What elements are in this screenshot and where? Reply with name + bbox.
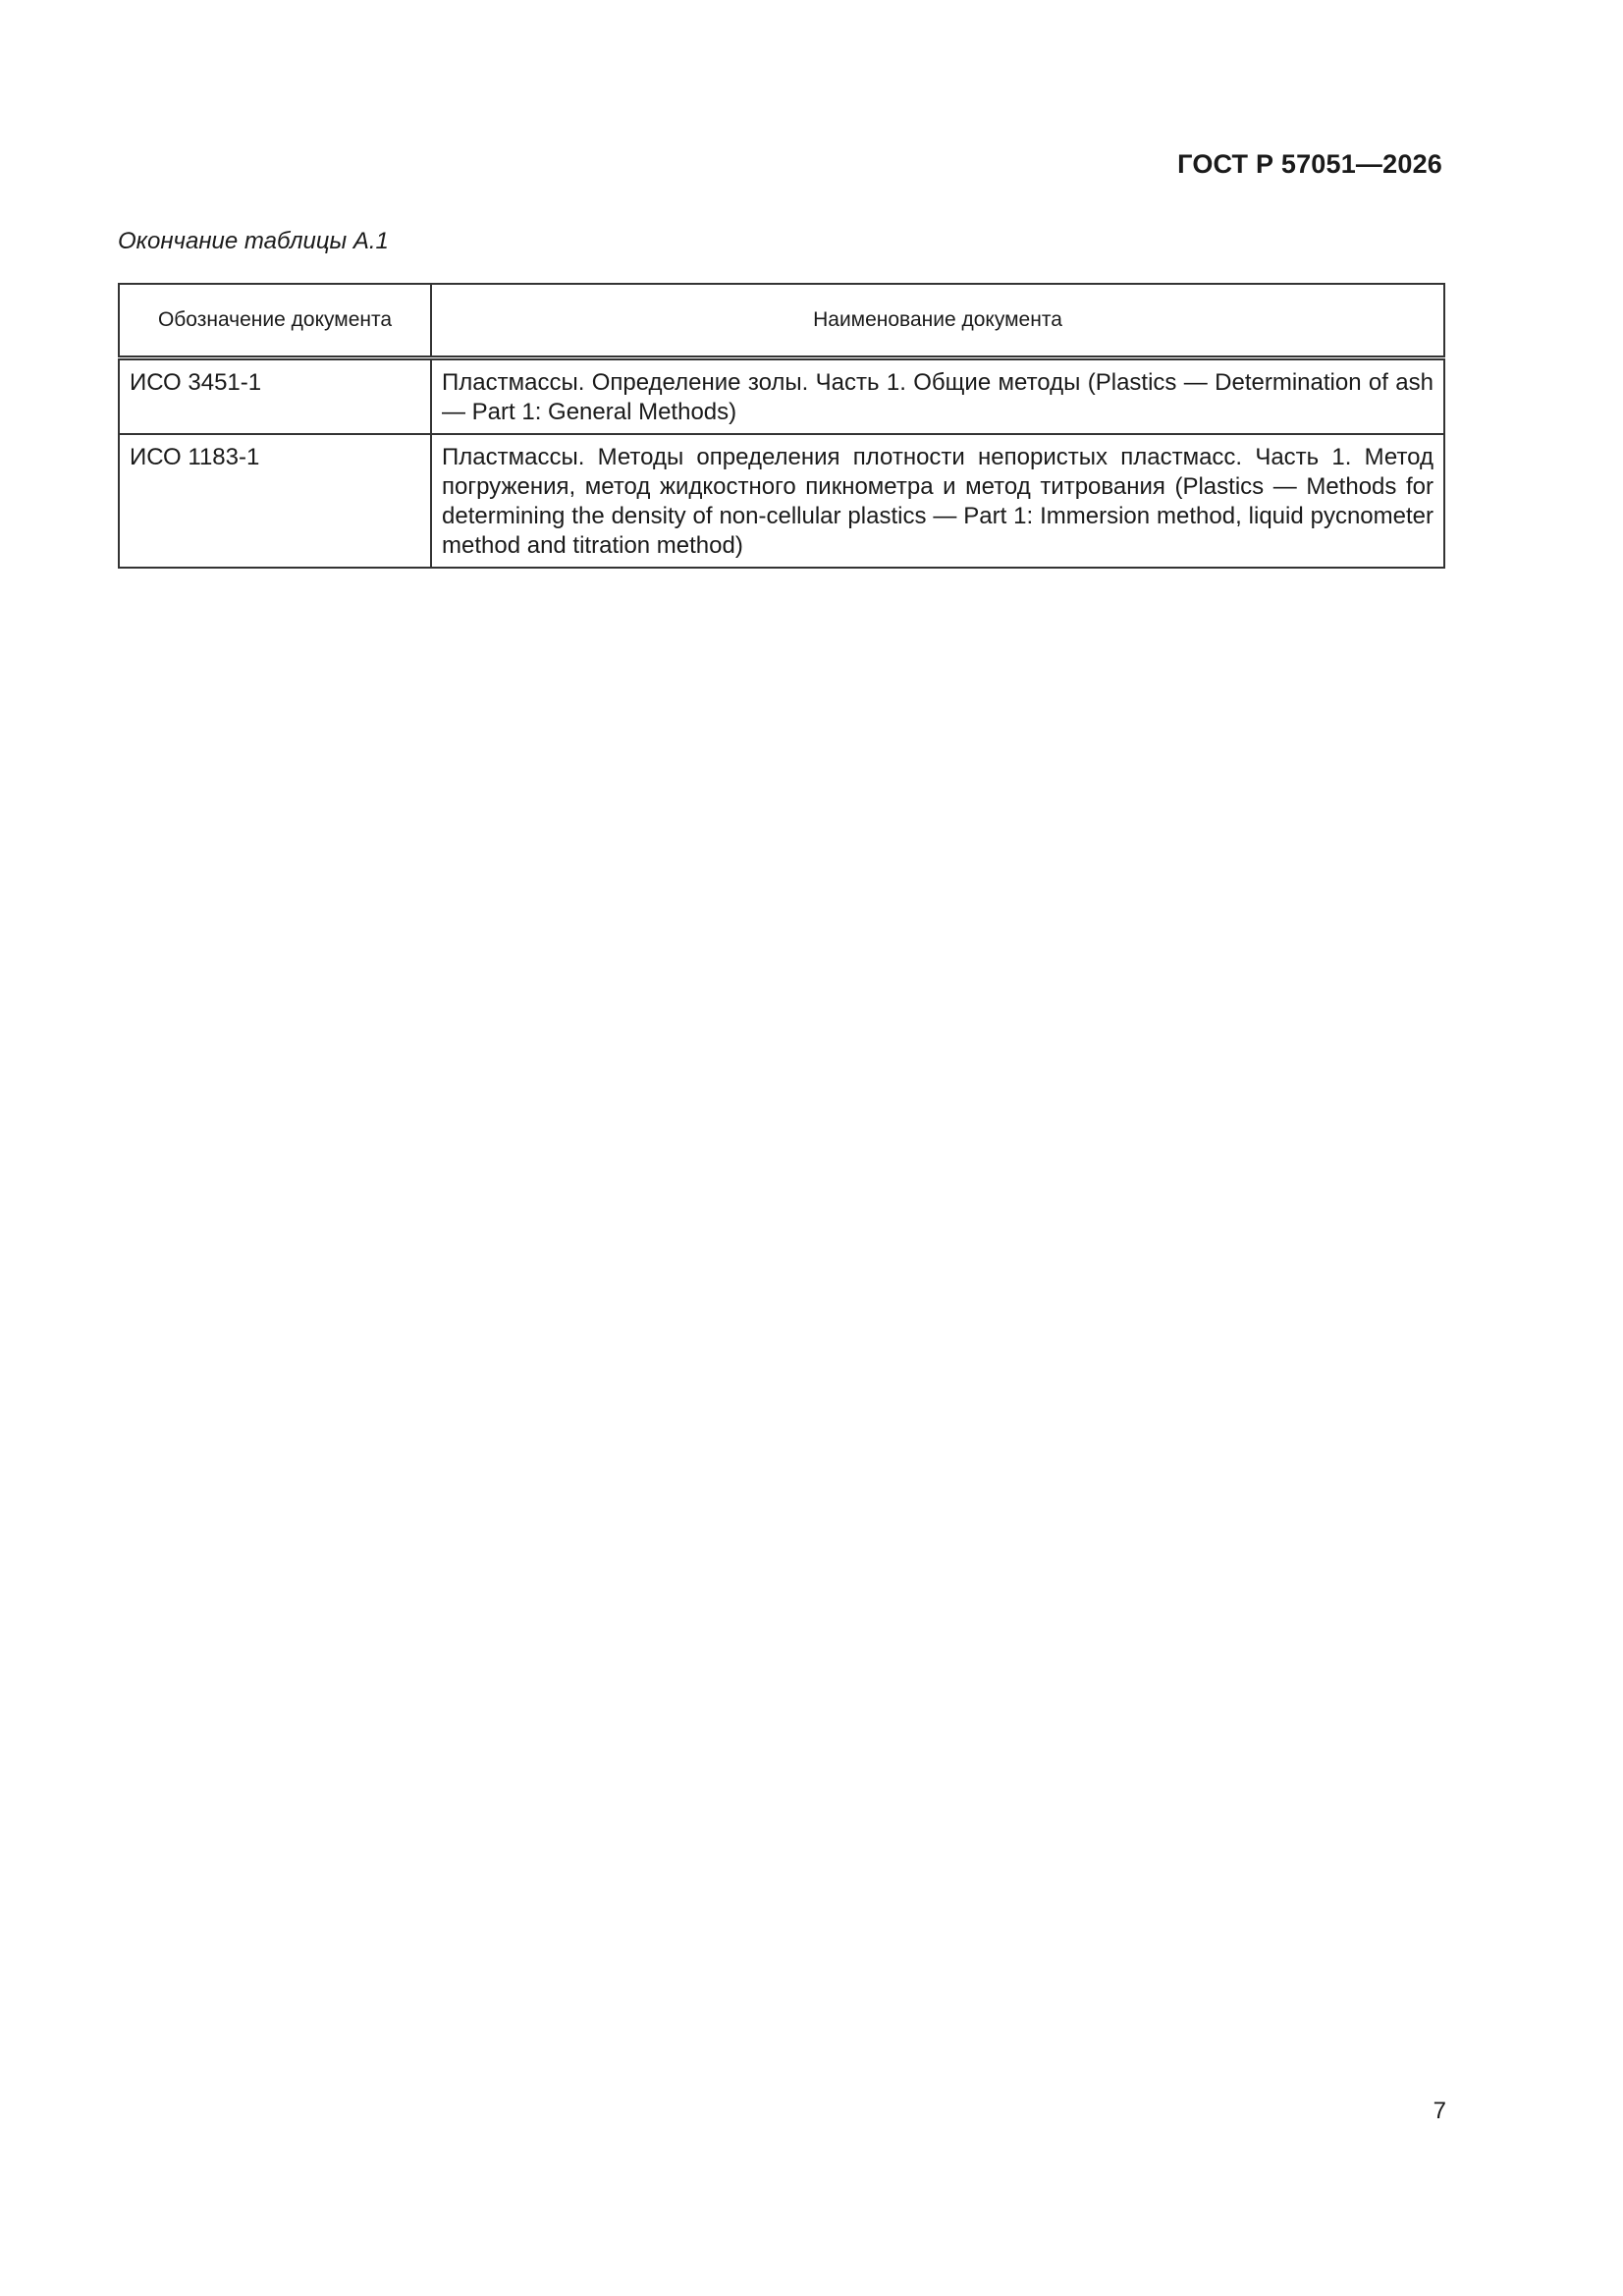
column-header-name: Наименование документа xyxy=(431,284,1444,358)
page-number: 7 xyxy=(1433,2098,1446,2124)
cell-designation: ИСО 3451-1 xyxy=(119,358,431,435)
cell-name: Пластмассы. Методы определения плотности непористых пластмасс. Часть 1. Метод погружения, метод жидкостного пикнометра и метод титрования (Plastics — Methods for determining the density of non-cellular plastics — Part 1: Immersion method, liquid pycnometer method and titration method) xyxy=(431,434,1444,568)
table-row xyxy=(119,434,1444,568)
cell-name: Пластмассы. Определение золы. Часть 1. Общие методы (Plastics — Determination of ash — Part 1: General Methods) xyxy=(431,358,1444,435)
table-row xyxy=(119,358,1444,435)
table-header-row xyxy=(119,284,1444,358)
reference-table xyxy=(118,283,1445,569)
column-header-designation: Обозначение документа xyxy=(119,284,431,358)
document-code: ГОСТ Р 57051—2026 xyxy=(1177,149,1442,179)
cell-designation: ИСО 1183-1 xyxy=(119,434,431,568)
table-caption: Окончание таблицы А.1 xyxy=(118,228,389,254)
